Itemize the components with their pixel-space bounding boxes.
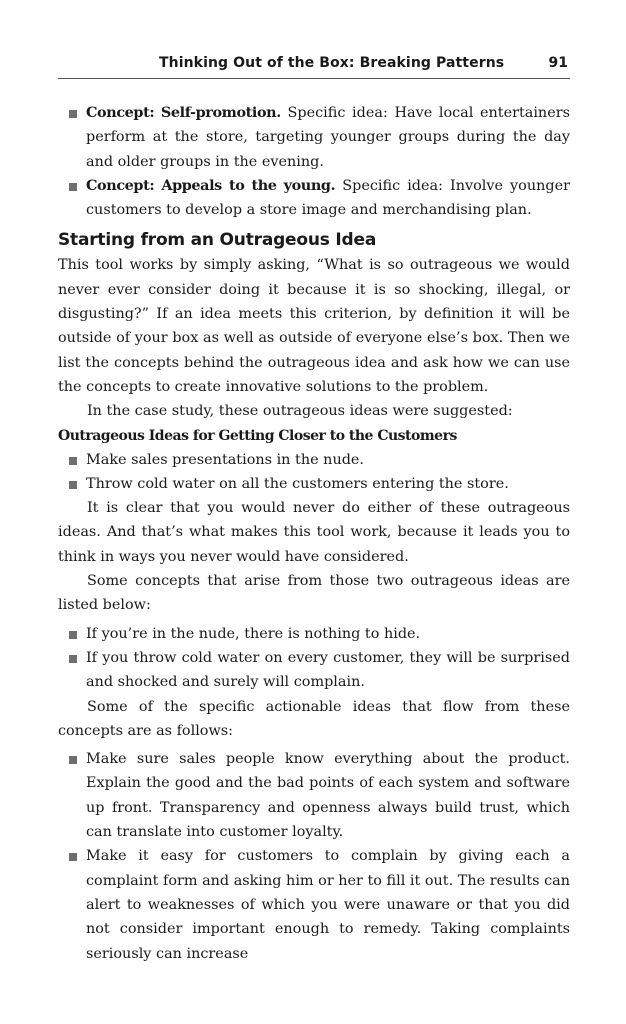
list-item-text: Throw cold water on all the customers entering the store. — [86, 475, 509, 492]
list-item — [58, 622, 570, 646]
bullet-square-icon — [69, 853, 77, 861]
paragraph: Some concepts that arise from those two outrageous ideas are listed below: — [58, 573, 570, 614]
page-number: 91 — [548, 55, 568, 71]
list-item — [58, 646, 570, 695]
paragraph: In the case study, these outrageous ideas were suggested: — [87, 403, 513, 420]
book-page — [58, 52, 570, 966]
paragraph: This tool works by simply asking, “What is so outrageous we would never ever consider doing it because it is so shocking, illegal, or disgusting?” If an idea meets this criterion, by definition it will be outside of your box as well as outside of everyone else’s box. Then we list the concepts behind the outrageous idea and ask how we can use the concepts to create innovative solutions to the problem. — [58, 257, 570, 395]
bullet-square-icon — [69, 631, 77, 639]
list-item-text: Make sales presentations in the nude. — [86, 451, 365, 468]
list-item — [58, 174, 570, 223]
list-item-text: Make sure sales people know everything about the product. Explain the good and the bad points of each system and software up front. Transparency and openness always build trust, which can translate into customer loyalty. — [86, 751, 570, 841]
bullet-square-icon — [69, 457, 77, 465]
list-item — [58, 747, 570, 844]
section-heading: Starting from an Outrageous Idea — [58, 230, 377, 251]
concept-list — [58, 101, 570, 222]
paragraph: It is clear that you would never do either of these outrageous ideas. And that’s what makes this tool work, because it leads you to think in ways you never would have considered. — [58, 500, 570, 565]
outrageous-ideas-list — [58, 448, 570, 497]
list-item — [58, 472, 570, 496]
list-item — [58, 101, 570, 174]
bullet-square-icon — [69, 110, 77, 118]
concept-text: Specific idea: Involve younger customers to develop a store image and merchandising plan. — [86, 177, 570, 219]
subheading: Outrageous Ideas for Getting Closer to the Customers — [58, 427, 457, 444]
paragraph: Some of the specific actionable ideas that flow from these concepts are as follows: — [58, 698, 570, 739]
list-item — [58, 448, 570, 472]
list-item — [58, 844, 570, 965]
list-item-text: Make it easy for customers to complain by giving each a complaint form and asking him or her to fill it out. The results can alert to weaknesses of which you were unaware or that you did not consider important enough to remedy. Taking complaints seriously can increase — [86, 848, 570, 962]
concept-label: Concept: Self-promotion. — [86, 104, 281, 121]
running-header — [58, 52, 570, 79]
bullet-square-icon — [69, 481, 77, 489]
chapter-title: Thinking Out of the Box: Breaking Patterns — [159, 55, 505, 71]
bullet-square-icon — [69, 655, 77, 663]
actions-list — [58, 747, 570, 966]
concept-label: Concept: Appeals to the young. — [86, 176, 336, 194]
concepts-list — [58, 622, 570, 695]
list-item-text: If you’re in the nude, there is nothing to hide. — [86, 625, 421, 642]
list-item-text: If you throw cold water on every customer, they will be surprised and shocked and surely will complain. — [86, 649, 570, 691]
concept-text: Specific idea: Have local entertainers perform at the store, targeting younger groups during the day and older groups in the evening. — [86, 105, 570, 170]
bullet-square-icon — [69, 183, 77, 191]
bullet-square-icon — [69, 756, 77, 764]
